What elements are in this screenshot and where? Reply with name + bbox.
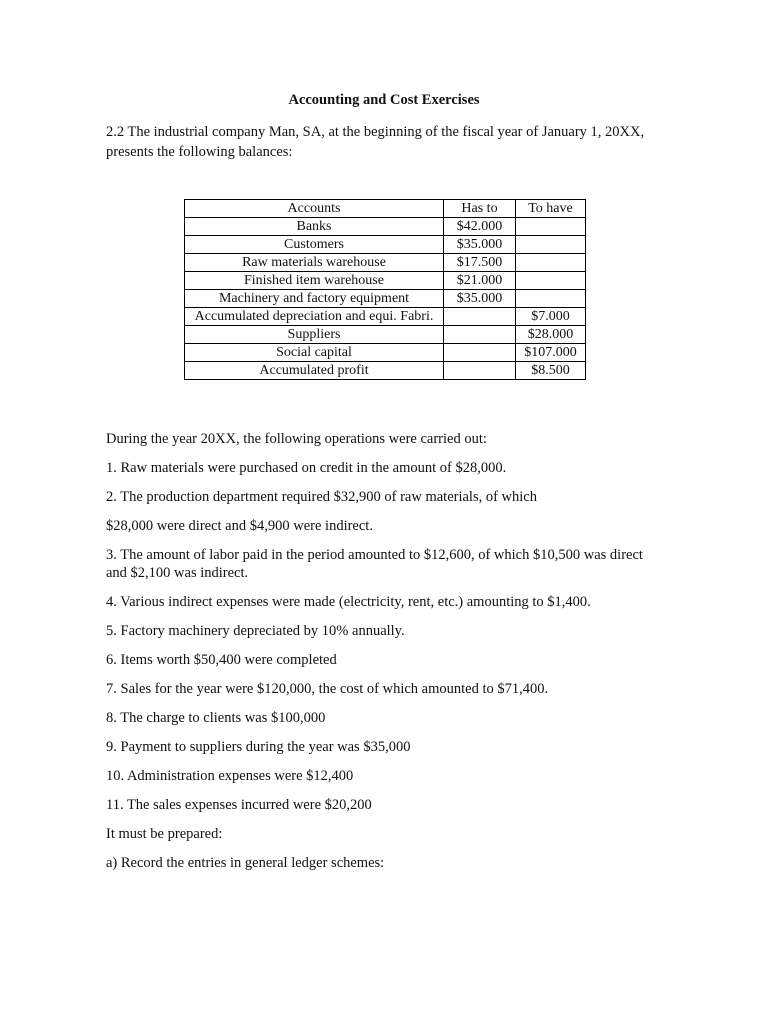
header-has-to: Has to <box>444 200 516 218</box>
table-row <box>185 362 586 380</box>
operations-intro: During the year 20XX, the following operations were carried out: <box>106 431 487 447</box>
operation-item: 9. Payment to suppliers during the year was $35,000 <box>106 739 411 755</box>
account-name: Machinery and factory equipment <box>185 290 444 308</box>
table-row <box>185 236 586 254</box>
to-have-value: $28.000 <box>516 326 586 344</box>
header-to-have: To have <box>516 200 586 218</box>
balances-table <box>184 199 586 380</box>
to-have-value <box>516 236 586 254</box>
to-have-value <box>516 272 586 290</box>
operation-item: 1. Raw materials were purchased on credit in the amount of $28,000. <box>106 460 507 476</box>
operations-section <box>106 430 646 872</box>
table-row <box>185 272 586 290</box>
account-name: Raw materials warehouse <box>185 254 444 272</box>
operation-item: 11. The sales expenses incurred were $20,200 <box>106 797 372 813</box>
table-row <box>185 290 586 308</box>
account-name: Suppliers <box>185 326 444 344</box>
header-accounts: Accounts <box>185 200 444 218</box>
table-header-row <box>185 200 586 218</box>
account-name: Accumulated depreciation and equi. Fabri. <box>185 308 444 326</box>
to-have-value: $107.000 <box>516 344 586 362</box>
operation-item: 6. Items worth $50,400 were completed <box>106 652 337 668</box>
intro-paragraph: 2.2 The industrial company Man, SA, at the beginning of the fiscal year of January 1, 20XX, presents the following balances: <box>106 124 645 160</box>
to-have-value: $7.000 <box>516 308 586 326</box>
operation-item: 4. Various indirect expenses were made (electricity, rent, etc.) amounting to $1,400. <box>106 594 591 610</box>
to-have-value <box>516 290 586 308</box>
to-have-value <box>516 218 586 236</box>
has-to-value: $35.000 <box>444 236 516 254</box>
table-row <box>185 218 586 236</box>
has-to-value: $42.000 <box>444 218 516 236</box>
operation-item: a) Record the entries in general ledger schemes: <box>106 855 385 871</box>
operation-item: $28,000 were direct and $4,900 were indirect. <box>106 518 373 534</box>
operation-item: 7. Sales for the year were $120,000, the cost of which amounted to $71,400. <box>106 681 549 697</box>
account-name: Finished item warehouse <box>185 272 444 290</box>
account-name: Social capital <box>185 344 444 362</box>
has-to-value <box>444 308 516 326</box>
has-to-value <box>444 344 516 362</box>
has-to-value <box>444 326 516 344</box>
document-title: Accounting and Cost Exercises <box>288 92 480 108</box>
operation-item: It must be prepared: <box>106 826 223 842</box>
table-row <box>185 308 586 326</box>
has-to-value <box>444 362 516 380</box>
operation-item: 3. The amount of labor paid in the period amounted to $12,600, of which $10,500 was direct and $2,100 was indirect. <box>106 547 643 581</box>
has-to-value: $17.500 <box>444 254 516 272</box>
table-row <box>185 326 586 344</box>
account-name: Banks <box>185 218 444 236</box>
operation-item: 5. Factory machinery depreciated by 10% annually. <box>106 623 405 639</box>
table-row <box>185 254 586 272</box>
account-name: Accumulated profit <box>185 362 444 380</box>
operation-item: 10. Administration expenses were $12,400 <box>106 768 354 784</box>
to-have-value <box>516 254 586 272</box>
operation-item: 2. The production department required $32,900 of raw materials, of which <box>106 489 537 505</box>
to-have-value: $8.500 <box>516 362 586 380</box>
has-to-value: $35.000 <box>444 290 516 308</box>
has-to-value: $21.000 <box>444 272 516 290</box>
operation-item: 8. The charge to clients was $100,000 <box>106 710 326 726</box>
table-row <box>185 344 586 362</box>
account-name: Customers <box>185 236 444 254</box>
